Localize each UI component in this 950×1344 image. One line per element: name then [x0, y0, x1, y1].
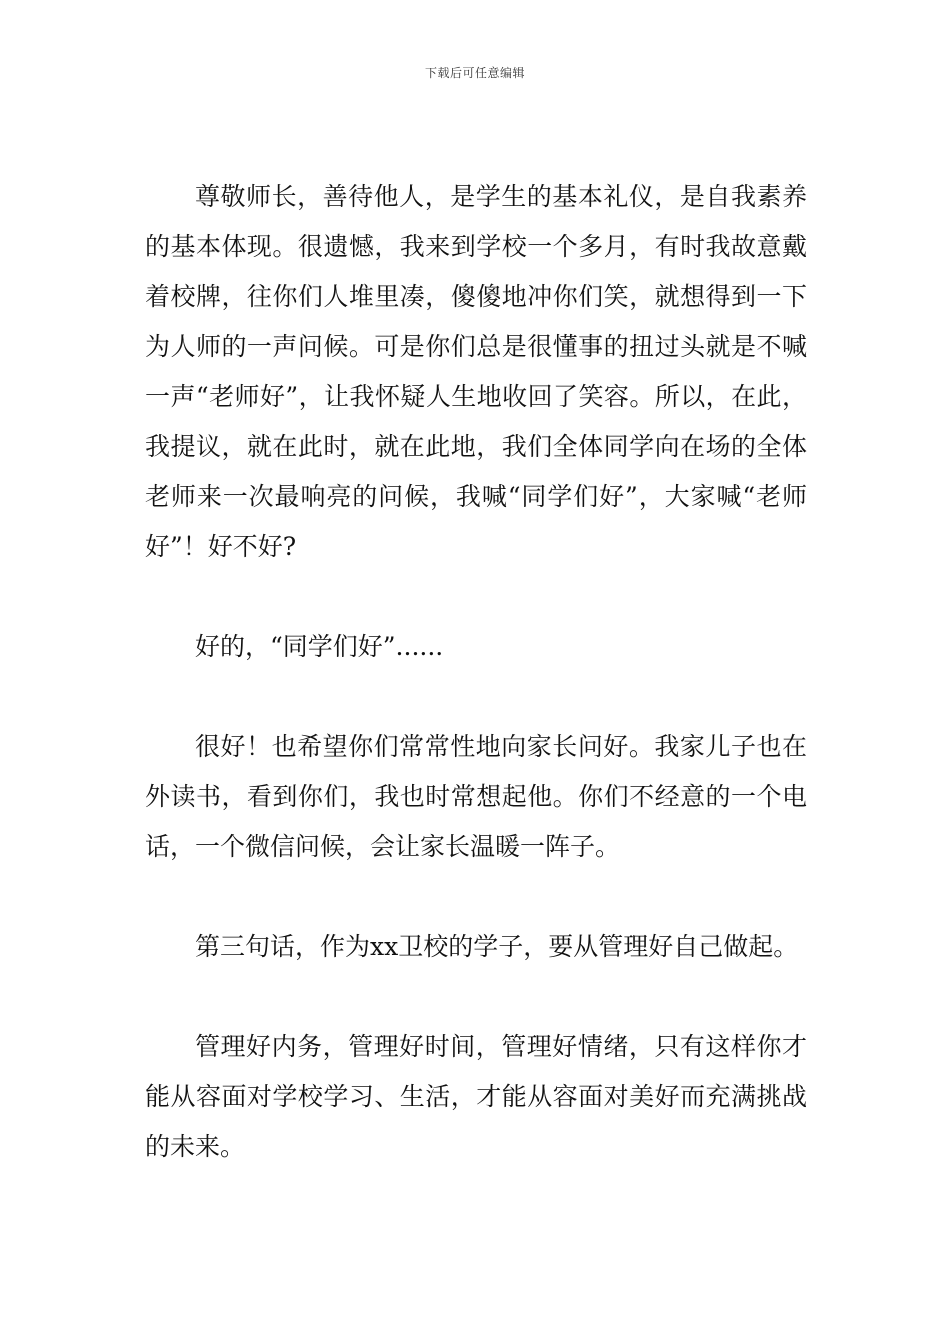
paragraph-spacer — [145, 672, 807, 722]
paragraph-spacer — [145, 872, 807, 922]
paragraph-respect-teachers: 尊敬师长，善待他人，是学生的基本礼仪，是自我素养的基本体现。很遗憾，我来到学校一个多月，有时我故意戴着校牌，往你们人堆里凑，傻傻地冲你们笑，就想得到一下为人师的一声问候。可是你们总是很懂事的扭过头就是不喊一声“老师好”，让我怀疑人生地收回了笑容。所以，在此，我提议，就在此时，就在此地，我们全体同学向在场的全体老师来一次最响亮的问候，我喊“同学们好”，大家喊“老师好”！好不好? — [145, 182, 807, 561]
paragraph-self-management: 管理好内务，管理好时间，管理好情绪，只有这样你才能从容面对学校学习、生活，才能从容面对美好而充满挑战的未来。 — [145, 1032, 807, 1161]
paragraph-greeting-reply: 好的，“同学们好”...... — [195, 632, 444, 661]
paragraph-spacer — [145, 972, 807, 1022]
paragraph-spacer — [145, 572, 807, 622]
page-header: 下载后可任意编辑 — [424, 66, 525, 80]
document-body — [145, 172, 807, 1172]
paragraph-greet-parents: 很好！也希望你们常常性地向家长问好。我家儿子也在外读书，看到你们，我也时常想起他。你们不经意的一个电话，一个微信问候，会让家长温暖一阵子。 — [145, 732, 807, 861]
paragraph-third-point: 第三句话，作为xx卫校的学子，要从管理好自己做起。 — [195, 932, 799, 961]
